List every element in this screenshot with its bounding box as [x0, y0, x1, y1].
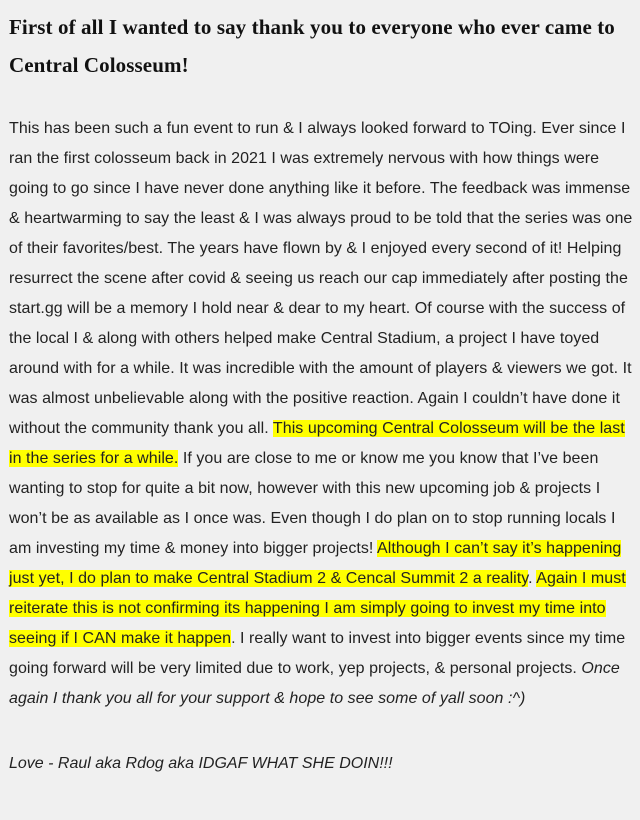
closing-italic: Once again I thank you all for your support & hope to see some of yall soon :^) [9, 660, 620, 707]
highlight-not-confirming: Again I must reiterate this is not confirming its happening I am simply going to invest my time into seeing if I CAN make it happen [9, 570, 626, 647]
body-paragraph [9, 114, 634, 714]
heading: First of all I wanted to say thank you to everyone who ever came to Central Colosseum! [9, 15, 615, 77]
highlight-last-in-series: This upcoming Central Colosseum will be the last in the series for a while. [9, 420, 625, 467]
body-text-part-4: . I really want to invest into bigger events since my time going forward will be very limited due to work, yep projects, & personal projects. [9, 630, 626, 677]
body-text-part-2: If you are close to me or know me you know that I’ve been wanting to stop for quite a bit now, however with this new upcoming job & projects I won’t be as available as I once was. Even though I do plan on to stop running locals I am investing my time & money into bigger projects! [9, 450, 616, 557]
highlight-central-stadium-2: Although I can’t say it’s happening just yet, I do plan to make Central Stadium 2 & Cencal Summit 2 a reality [9, 540, 622, 587]
body-text-part-1: This has been such a fun event to run & I always looked forward to TOing. Ever since I ran the first colosseum back in 2021 I was extremely nervous with how things were going to go since I have never done anything like it before. The feedback was immense & heartwarming to say the least & I was always proud to be told that the series was one of their favorites/best. The years have flown by & I enjoyed every second of it! Helping resurrect the scene after covid & seeing us reach our cap immediately after posting the start.gg will be a memory I hold near & dear to my heart. Of course with the success of the local I & along with others helped make Central Stadium, a project I have toyed around with for a while. It was incredible with the amount of players & viewers we got. It was almost unbelievable along with the positive reaction. Again I couldn’t have done it without the community thank you all. [9, 120, 633, 437]
signature: Love - Raul aka Rdog aka IDGAF WHAT SHE DOIN!!! [9, 755, 393, 772]
body-text-part-3: . [528, 570, 537, 587]
